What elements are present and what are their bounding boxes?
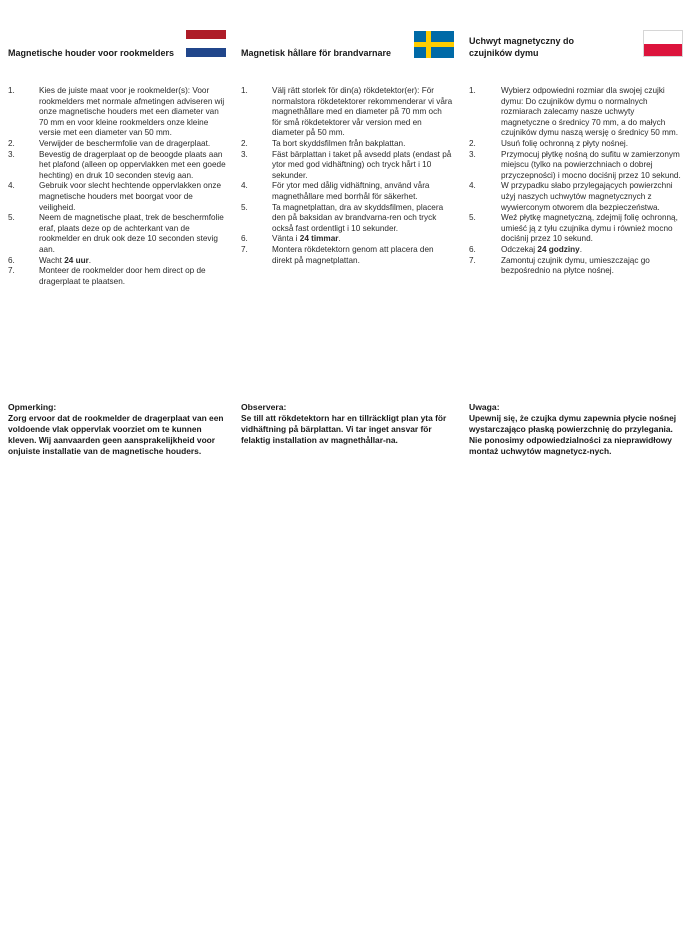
column-header — [241, 0, 453, 64]
note-label: Uwaga: — [469, 402, 500, 412]
list-item: 2. Verwijder de beschermfolie van de dragerplaat. — [8, 138, 211, 148]
note-text: Upewnij się, że czujka dymu zapewnia płycie nośnej wystarczająco płaską powierzchnię do przylegania. Nie ponosimy odpowiedzialności za nieprawidłowy montaż uchwytów magnetycz-nych. — [469, 413, 677, 456]
list-item: 6. Wacht 24 uur. — [8, 255, 92, 265]
note-label: Observera: — [241, 402, 287, 412]
column-polish — [469, 0, 683, 456]
column-title: Uchwyt magnetyczny do czujników dymu — [469, 36, 575, 58]
list-item: 3. Fäst bärplattan i taket på avsedd plats (endast på ytor med god vidhäftning) och tryck hårt i 10 sekunder. — [241, 149, 452, 180]
list-item: 1. Välj rätt storlek för din(a) rökdetektor(er): För normalstora rökdetektorer rekommenderar vi våra magnethållare med en diameter på 70 mm och för små rökdetektorer vår version med en diameter på 50 mm. — [241, 86, 453, 138]
column-dutch — [8, 0, 230, 456]
list-item: 4. För ytor med dålig vidhäftning, använd våra magnethållare med borrhål för säkerhet. — [241, 181, 430, 201]
list-item: 6. Odczekaj 24 godziny. — [469, 244, 582, 254]
column-header — [8, 0, 230, 64]
list-item: 1. Wybierz odpowiedni rozmiar dla swojej czujki dymu: Do czujników dymu o normalnych rozmiarach zalecamy nasze uchwyty magnetyczne o średnicy 70 mm, a do małych czujników dymu naszą wersję o średnicy 50 mm. — [469, 86, 679, 138]
instruction-list — [469, 86, 683, 277]
list-item: 1. Kies de juiste maat voor je rookmelder(s): Voor rookmelders met normale afmetingen adviseren wij onze magnetische houders met een diameter van 70 mm en voor kleine rookmelders onze kleine versie met een diameter van 50 mm. — [8, 86, 225, 138]
column-swedish — [241, 0, 453, 445]
instruction-list — [8, 86, 230, 287]
list-item: 3. Przymocuj płytkę nośną do sufitu w zamierzonym miejscu (tylko na powierzchniach o dobrej przyczepności) i mocno dociśnij przez 10 sekund. — [469, 149, 681, 180]
note-block — [8, 402, 230, 457]
column-header — [469, 0, 683, 64]
list-item: 5. Weź płytkę magnetyczną, zdejmij folię ochronną, umieść ją z tyłu czujnika dymu i również mocno dociśnij przez 10 sekund. — [469, 213, 678, 244]
list-item: 2. Ta bort skyddsfilmen från bakplattan. — [241, 138, 406, 148]
list-item: 5. Neem de magnetische plaat, trek de beschermfolie eraf, plaats deze op de achterkant van de rookmelder en druk ook deze 10 seconden stevig aan. — [8, 213, 224, 254]
netherlands-flag-icon — [186, 30, 226, 57]
sweden-flag-icon — [414, 31, 454, 58]
column-title: Magnetische houder voor rookmelders — [8, 48, 175, 58]
column-title: Magnetisk hållare för brandvarnare — [241, 48, 392, 58]
list-item: 5. Ta magnetplattan, dra av skyddsfilmen, placera den på baksidan av brandvarna-ren och tryck också fast ordentligt i 10 sekunder. — [241, 202, 444, 233]
list-item: 7. Zamontuj czujnik dymu, umieszczając go bezpośrednio na płytce nośnej. — [469, 255, 650, 276]
list-item: 7. Monteer de rookmelder door hem direct op de dragerplaat te plaatsen. — [8, 266, 206, 286]
poland-flag-icon — [643, 30, 683, 57]
list-item: 4. W przypadku słabo przylegających powierzchni użyj naszych uchwytów magnetycznych z wywierconym otworem dla bezpieczeństwa. — [469, 181, 673, 212]
instruction-list — [241, 86, 453, 266]
note-block — [241, 402, 453, 446]
list-item: 2. Usuń folię ochronną z płyty nośnej. — [469, 138, 628, 148]
list-item: 6. Vänta i 24 timmar. — [241, 234, 341, 244]
list-item: 4. Gebruik voor slecht hechtende oppervlakken onze magnetische houders met boorgat voor de veiligheid. — [8, 181, 222, 212]
list-item: 3. Bevestig de dragerplaat op de beoogde plaats aan het plafond (alleen op oppervlakken met een goede hechting) en druk 10 seconden stevig aan. — [8, 149, 226, 180]
note-text: Se till att rökdetektorn har en tillräckligt plan yta för vidhäftning på bärplattan. Vi tar inget ansvar för felaktig installation av magnethållar-na. — [241, 413, 447, 445]
list-item: 7. Montera rökdetektorn genom att placera den direkt på magnetplattan. — [241, 244, 434, 265]
note-label: Opmerking: — [8, 402, 57, 412]
note-text: Zorg ervoor dat de rookmelder de dragerplaat van een voldoende vlak oppervlak voorziet om te kunnen kleven. Wij aanvaarden geen aansprakelijkheid voor onjuiste installatie van de magnetische houders. — [8, 413, 224, 456]
note-block — [469, 402, 683, 457]
